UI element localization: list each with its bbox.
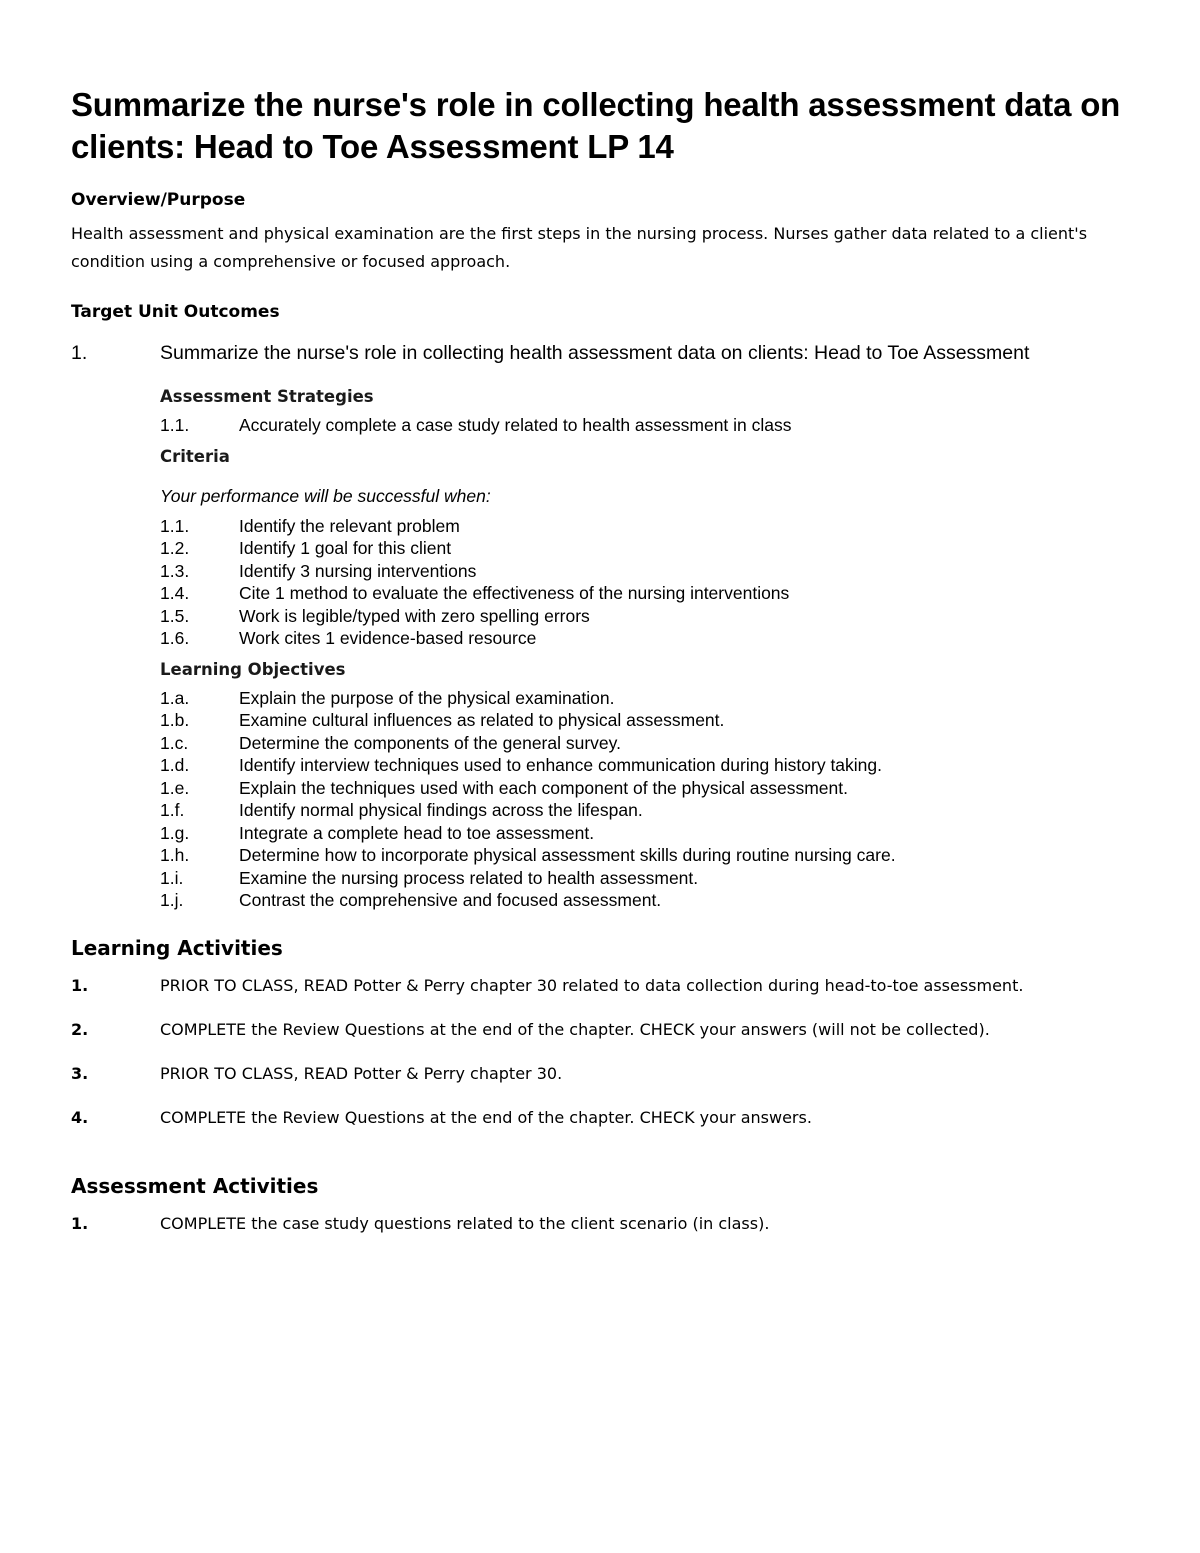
activity-text: COMPLETE the case study questions related to the client scenario (in class). — [160, 1213, 770, 1233]
activity-item — [71, 1020, 1141, 1064]
objective-text: Contrast the comprehensive and focused assessment. — [239, 890, 662, 910]
objective-text: Determine how to incorporate physical assessment skills during routine nursing care. — [239, 845, 896, 865]
objective-item — [160, 777, 1141, 800]
activity-item — [71, 1108, 1141, 1152]
objective-item — [160, 844, 1141, 867]
outcome-item — [71, 342, 1141, 365]
activity-item — [71, 1214, 1141, 1258]
objective-number: 1.e. — [160, 777, 190, 798]
objective-number: 1.f. — [160, 800, 185, 820]
criteria-number: 1.5. — [160, 605, 190, 626]
outcome-text: Summarize the nurse's role in collecting health assessment data on clients: Head to Toe Assessment — [160, 342, 1030, 364]
activity-number: 2. — [71, 1019, 89, 1039]
objective-text: Examine cultural influences as related to physical assessment. — [239, 710, 725, 730]
criteria-number: 1.6. — [160, 628, 190, 648]
criteria-intro: Your performance will be successful when: — [160, 485, 491, 506]
objective-number: 1.i. — [160, 867, 184, 888]
criteria-item — [160, 560, 1141, 583]
objective-item — [160, 889, 1141, 912]
strategy-text: Accurately complete a case study related to health assessment in class — [239, 415, 792, 435]
criteria-number: 1.4. — [160, 583, 190, 603]
objective-number: 1.b. — [160, 710, 190, 730]
objective-item — [160, 799, 1141, 822]
objectives-list — [160, 687, 1141, 912]
criteria-text: Identify the relevant problem — [239, 515, 460, 536]
objective-number: 1.a. — [160, 687, 190, 708]
objective-item — [160, 687, 1141, 710]
criteria-item — [160, 515, 1141, 538]
objective-number: 1.h. — [160, 845, 190, 865]
criteria-number: 1.3. — [160, 560, 190, 581]
target-outcomes-heading: Target Unit Outcomes — [71, 302, 280, 322]
activity-item — [71, 976, 1141, 1020]
objective-item — [160, 732, 1141, 755]
objective-text: Determine the components of the general survey. — [239, 732, 621, 753]
objective-text: Explain the techniques used with each component of the physical assessment. — [239, 777, 848, 798]
page-title: Summarize the nurse's role in collecting health assessment data on clients: Head to Toe Assessment LP 14 — [71, 86, 1121, 165]
objective-number: 1.j. — [160, 890, 184, 910]
criteria-heading: Criteria — [160, 446, 230, 466]
outcome-number: 1. — [71, 342, 88, 364]
objective-text: Examine the nursing process related to health assessment. — [239, 867, 699, 888]
criteria-text: Cite 1 method to evaluate the effectiveness of the nursing interventions — [239, 583, 790, 603]
strategy-item — [160, 414, 1141, 437]
objective-text: Integrate a complete head to toe assessment. — [239, 822, 595, 843]
objective-item — [160, 709, 1141, 732]
criteria-list — [160, 515, 1141, 650]
activity-number: 4. — [71, 1107, 89, 1127]
objective-text: Identify interview techniques used to enhance communication during history taking. — [239, 755, 883, 775]
activity-text: COMPLETE the Review Questions at the end of the chapter. CHECK your answers (will not be collected). — [160, 1019, 990, 1039]
learning-activities-list — [71, 976, 1141, 1152]
assessment-activities-list — [71, 1214, 1141, 1258]
assessment-activities-heading: Assessment Activities — [71, 1173, 319, 1198]
objective-number: 1.c. — [160, 732, 189, 753]
activity-number: 3. — [71, 1063, 89, 1083]
criteria-item — [160, 582, 1141, 605]
criteria-text: Work is legible/typed with zero spelling errors — [239, 605, 590, 626]
activity-number: 1. — [71, 975, 89, 995]
assessment-strategies-heading: Assessment Strategies — [160, 387, 374, 406]
objective-item — [160, 754, 1141, 777]
activity-text: PRIOR TO CLASS, READ Potter & Perry chapter 30. — [160, 1063, 563, 1083]
overview-text: Health assessment and physical examination are the first steps in the nursing process. Nurses gather data related to a client's condition using a comprehensive or focused approach. — [71, 224, 1088, 271]
objective-number: 1.d. — [160, 755, 190, 775]
overview-heading: Overview/Purpose — [71, 190, 246, 210]
outcome-details — [160, 387, 1141, 912]
learning-activities-heading: Learning Activities — [71, 935, 283, 960]
criteria-number: 1.1. — [160, 515, 190, 536]
document-page — [71, 84, 1141, 1258]
criteria-item — [160, 627, 1141, 650]
criteria-text: Identify 3 nursing interventions — [239, 560, 477, 581]
learning-objectives-heading: Learning Objectives — [160, 659, 346, 679]
activity-item — [71, 1064, 1141, 1108]
criteria-number: 1.2. — [160, 538, 190, 558]
criteria-item — [160, 537, 1141, 560]
criteria-text: Identify 1 goal for this client — [239, 538, 452, 558]
objective-text: Identify normal physical findings across the lifespan. — [239, 800, 643, 820]
activity-text: PRIOR TO CLASS, READ Potter & Perry chapter 30 related to data collection during head-to-toe assessment. — [160, 975, 1024, 995]
objective-item — [160, 867, 1141, 890]
activity-number: 1. — [71, 1213, 89, 1233]
activity-text: COMPLETE the Review Questions at the end of the chapter. CHECK your answers. — [160, 1107, 812, 1127]
strategy-number: 1.1. — [160, 415, 190, 435]
criteria-item — [160, 605, 1141, 628]
objective-item — [160, 822, 1141, 845]
objective-text: Explain the purpose of the physical examination. — [239, 687, 615, 708]
criteria-text: Work cites 1 evidence-based resource — [239, 628, 537, 648]
objective-number: 1.g. — [160, 822, 190, 843]
